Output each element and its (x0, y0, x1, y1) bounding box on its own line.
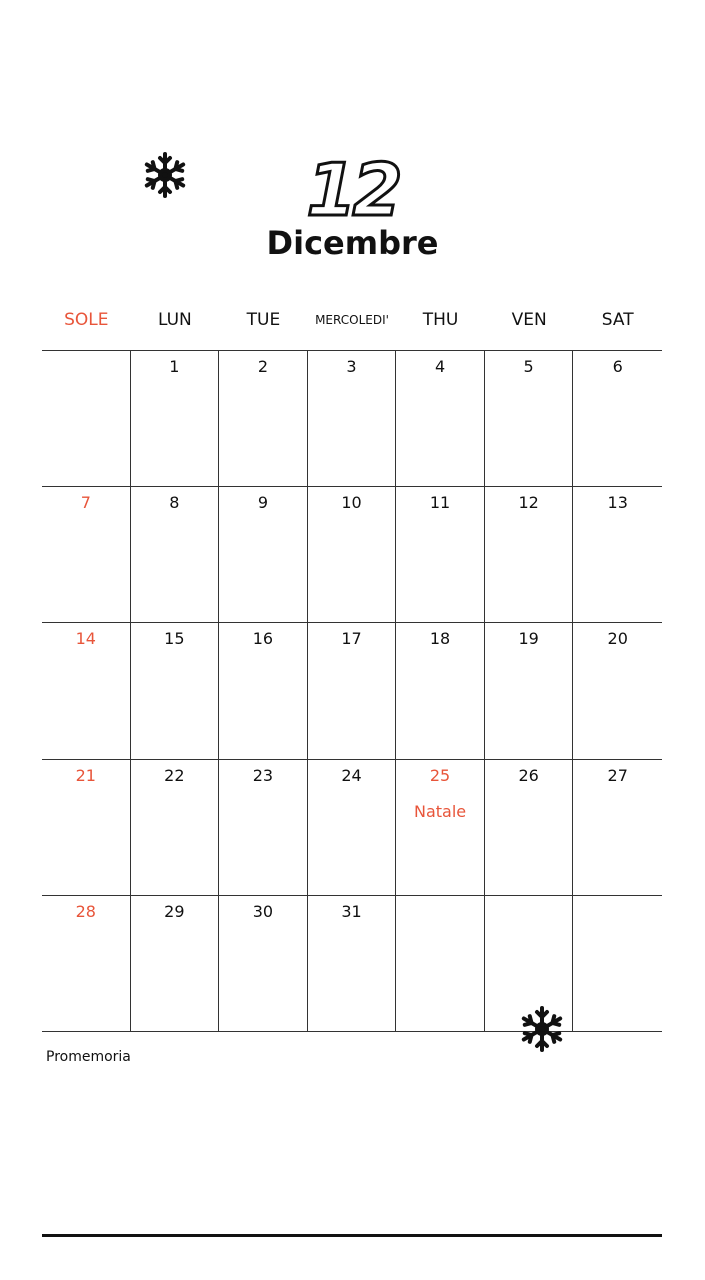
day-number: 24 (341, 765, 362, 785)
calendar-day-cell[interactable] (308, 760, 397, 896)
day-number: 19 (518, 629, 539, 649)
day-number: 27 (607, 765, 628, 785)
calendar-day-cell[interactable] (485, 351, 574, 487)
calendar-day-cell[interactable] (485, 487, 574, 623)
day-number: 22 (164, 765, 185, 785)
day-number: 13 (607, 493, 628, 513)
calendar-day-cell[interactable] (42, 760, 131, 896)
snowflake-icon (517, 1004, 567, 1054)
weekday-saturday: SAT (601, 310, 634, 330)
day-number: 12 (518, 493, 539, 513)
day-number: 28 (75, 901, 96, 921)
calendar-empty-cell[interactable] (573, 896, 662, 1032)
weekday-header (42, 305, 662, 335)
day-number: 26 (518, 765, 539, 785)
calendar-grid (42, 350, 662, 1032)
weekday-tuesday: TUE (246, 310, 281, 330)
day-number: 25 (429, 765, 451, 785)
day-number: 20 (607, 629, 628, 649)
day-number: 21 (75, 765, 96, 785)
calendar-day-cell[interactable] (131, 623, 220, 759)
calendar-day-cell[interactable] (396, 487, 485, 623)
calendar-day-cell[interactable] (573, 760, 662, 896)
calendar-empty-cell[interactable] (396, 896, 485, 1032)
day-number: 29 (164, 901, 185, 921)
month-title: Dicembre (266, 224, 439, 262)
day-number: 1 (169, 357, 180, 376)
day-number: 4 (434, 357, 446, 376)
day-number: 2 (257, 357, 269, 376)
calendar-day-cell[interactable] (219, 351, 308, 487)
day-number: 14 (75, 629, 96, 649)
calendar-day-cell[interactable] (219, 896, 308, 1032)
day-number: 18 (429, 629, 451, 649)
calendar-day-cell[interactable] (308, 351, 397, 487)
memo-line (42, 1234, 662, 1237)
calendar-day-cell[interactable] (485, 623, 574, 759)
day-number: 15 (164, 629, 185, 649)
memo-label: Promemoria (46, 1049, 131, 1065)
day-number: 3 (346, 357, 357, 376)
calendar-day-cell[interactable] (396, 760, 485, 896)
calendar-empty-cell[interactable] (42, 351, 131, 487)
calendar-day-cell[interactable] (308, 896, 397, 1032)
weekday-thursday: THU (422, 310, 459, 330)
calendar-day-cell[interactable] (131, 487, 220, 623)
calendar-day-cell[interactable] (42, 487, 131, 623)
weekday-friday: VEN (511, 310, 547, 330)
calendar-day-cell[interactable] (131, 896, 220, 1032)
calendar-day-cell[interactable] (219, 760, 308, 896)
day-number: 17 (341, 629, 362, 649)
day-number: 6 (612, 357, 623, 376)
day-number: 5 (523, 357, 534, 376)
calendar-day-cell[interactable] (485, 760, 574, 896)
calendar-day-cell[interactable] (573, 487, 662, 623)
calendar-day-cell[interactable] (308, 623, 397, 759)
calendar-day-cell[interactable] (42, 896, 131, 1032)
day-number: 7 (80, 493, 91, 513)
calendar-day-cell[interactable] (42, 623, 131, 759)
weekday-sunday: SOLE (64, 310, 109, 330)
day-number: 10 (341, 493, 362, 513)
day-number: 31 (341, 901, 362, 921)
day-number: 23 (252, 765, 274, 785)
calendar-day-cell[interactable] (396, 351, 485, 487)
calendar-day-cell[interactable] (573, 351, 662, 487)
holiday-label: Natale (413, 801, 467, 821)
month-number: 12 (306, 148, 399, 232)
calendar-day-cell[interactable] (131, 351, 220, 487)
day-number: 9 (257, 493, 269, 513)
calendar-day-cell[interactable] (308, 487, 397, 623)
day-number: 8 (169, 493, 180, 513)
calendar-day-cell[interactable] (131, 760, 220, 896)
day-number: 16 (252, 629, 274, 649)
weekday-monday: LUN (157, 310, 192, 330)
calendar-day-cell[interactable] (396, 623, 485, 759)
weekday-wednesday: MERCOLEDI' (315, 313, 389, 327)
calendar-day-cell[interactable] (573, 623, 662, 759)
calendar-day-cell[interactable] (219, 623, 308, 759)
calendar-day-cell[interactable] (219, 487, 308, 623)
day-number: 11 (429, 493, 451, 513)
day-number: 30 (252, 901, 274, 921)
